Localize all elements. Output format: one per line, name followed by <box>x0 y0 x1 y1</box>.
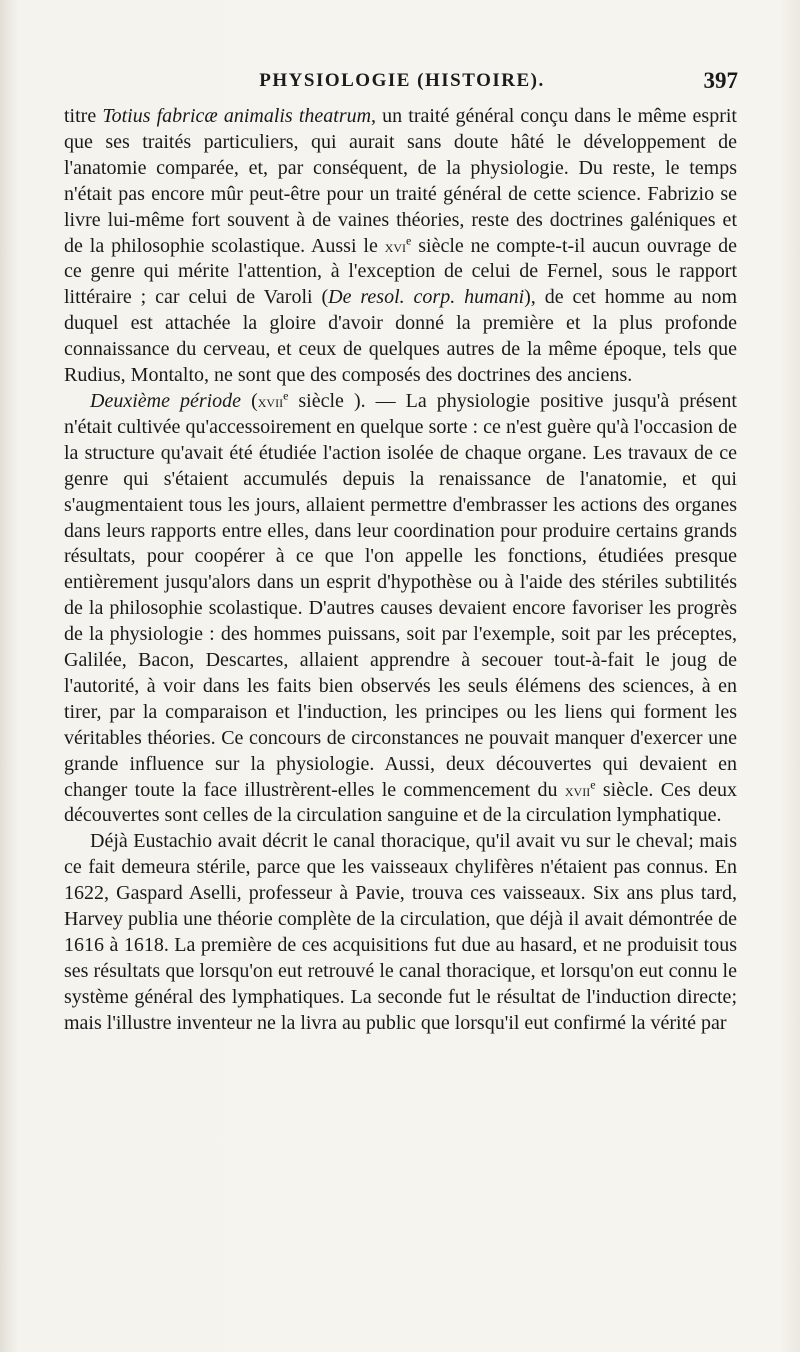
p2-century-numeral: xvii <box>257 391 284 411</box>
p1-text-b: , un traité général conçu dans le même esprit que ses traités particuliers, qui aurait sans doute hâté le développement de l'anatomie comparée, et, par conséquent, de la physiologie. Du reste, le temps n'était pas encore mûr peut-être pour un traité général de cette science. Fabrizio se livre lui-même fort souvent à de vaines théories, reste des doctrines galéniques et de la philosophie scolastique. Aussi le <box>64 105 737 257</box>
p1-italic-title: Totius fabricæ animalis theatrum <box>102 105 372 127</box>
p2-century-superscript: e <box>283 388 289 403</box>
p2-text-b: siècle ). — La physiologie positive jusqu'à présent n'était cultivée qu'accessoirement en quelque sorte : ce n'est guère qu'à l'occasion de la structure qu'avait été étudiée l'action isolée de chaque organe. Les travaux de ce genre qui s'étaient accumulés depuis la renaissance de l'anatomie, et qui s'augmentaient tous les jours, allaient permettre d'embrasser les actions des organes dans leurs rapports entre elles, dans leur coordination pour produire certains grands résultats, pour coopérer à ce que l'on appelle les fonctions, étudiées presque entièrement jusqu'alors dans un esprit d'hypothèse ou à l'aide des stériles subtilités de la philosophie scolastique. D'autres causes devaient encore favoriser les progrès de la physiologie : des hommes puissans, soit par l'exemple, soit par les préceptes, Galilée, Bacon, Descartes, allaient apprendre à secouer tout-à-fait le joug de l'autorité, à voir dans les faits bien observés les seuls élémens des sciences, à en tirer, par la comparaison et l'induction, les principes ou les liens qui forment les véritables théories. Ce concours de circonstances ne pouvait manquer d'exercer une grande influence sur la physiologie. Aussi, deux découvertes qui devaient en changer toute la face illustrèrent-elles le commencement du <box>64 389 737 801</box>
paragraph-3: Déjà Eustachio avait décrit le canal thoracique, qu'il avait vu sur le cheval; mais ce fait demeura stérile, parce que les vaisseaux chylifères n'étaient pas connus. En 1622, Gaspard Aselli, professeur à Pavie, trouva ces vaisseaux. Six ans plus tard, Harvey publia une théorie complète de la circulation, que déjà il avait démontrée de 1616 à 1618. La première de ces acquisitions fut due au hasard, et ne produisit tous ses résultats que lorsqu'on eut retrouvé le canal thoracique, et lorsqu'on eut connu le système général des lymphatiques. La seconde fut le résultat de l'induction directe; mais l'illustre inventeur ne la livra au public que lorsqu'il eut confirmé la vérité par <box>64 830 737 1034</box>
p2-italic-heading: Deuxième période <box>90 389 242 412</box>
paragraph-2 <box>64 389 737 829</box>
page-number: 397 <box>703 68 738 93</box>
p1-century-superscript: e <box>406 232 412 247</box>
p1-text-d: ), de cet homme au nom duquel est attachée la gloire d'avoir donné la première et la plus profonde connaissance du cerveau, et ceux de quelques autres de la même époque, tels que Rudius, Montalto, ne sont que des composés des doctrines des anciens. <box>64 286 737 387</box>
p1-text-c: siècle ne compte-t-il aucun ouvrage de ce genre qui mérite l'attention, à l'exception de celui de Fernel, sous le rapport littéraire ; car celui de Varoli ( <box>64 234 737 309</box>
page-header <box>66 70 738 100</box>
p2-text-c: siècle. Ces deux découvertes sont celles de la circulation sanguine et de la circulation lymphatique. <box>64 778 737 827</box>
p1-italic-reference: De resol. corp. humani <box>328 286 525 309</box>
p2-century-superscript-2: e <box>590 776 596 791</box>
p1-text-a: titre <box>64 105 103 127</box>
p2-century-numeral-2: xvii <box>564 780 591 800</box>
page-body <box>64 104 737 1037</box>
p2-text-a: ( <box>241 389 258 412</box>
p1-century-numeral: xvi <box>384 236 407 256</box>
running-head: PHYSIOLOGIE (HISTOIRE). <box>259 70 545 91</box>
paragraph-1 <box>64 104 737 389</box>
